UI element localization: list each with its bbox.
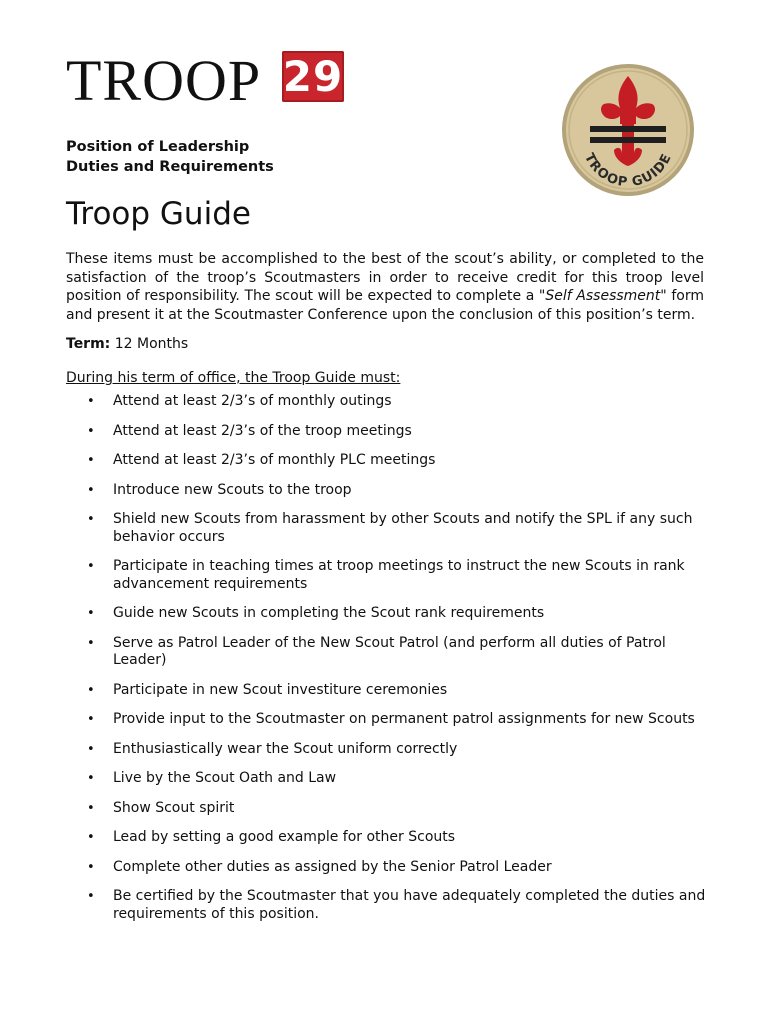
bullet-icon: • (87, 453, 95, 468)
duty-item (66, 711, 706, 729)
bullet-icon: • (87, 889, 95, 904)
bullet-icon: • (87, 512, 95, 527)
troop-number-patch: 29 (282, 52, 344, 101)
bullet-icon: • (87, 559, 95, 574)
term-line (66, 335, 188, 353)
duty-text: Participate in teaching times at troop meetings to instruct the new Scouts in rank advancement requirements (113, 558, 685, 592)
duties-heading: During his term of office, the Troop Guide must: (66, 370, 401, 386)
troop-guide-badge (560, 62, 696, 198)
duty-item (66, 888, 706, 923)
bullet-icon: • (87, 635, 95, 651)
intro-text-1: These items must be accomplished to the best of the scout’s ability, or completed to the satisfaction of the troop’s Scoutmasters in order to receive credit for this troop level position of responsibility. The scout will be expected to complete a (66, 251, 704, 304)
bullet-icon: • (87, 682, 95, 698)
duty-item (66, 452, 706, 470)
duty-text: Live by the Scout Oath and Law (113, 770, 337, 786)
bullet-icon: • (87, 606, 95, 621)
duty-item (66, 511, 706, 546)
badge-label: TROOP GUIDE (581, 151, 675, 191)
bullet-icon: • (87, 741, 95, 757)
duty-text: Show Scout spirit (113, 799, 235, 816)
bullet-icon: • (87, 394, 95, 409)
subtitle (66, 137, 274, 177)
term-label: Term: (66, 336, 111, 352)
duty-item (66, 423, 706, 441)
duty-item (66, 741, 706, 759)
duty-item (66, 682, 706, 700)
duty-item (66, 859, 706, 877)
term-value: 12 Months (114, 336, 189, 352)
duty-item (66, 829, 706, 847)
duty-text: Introduce new Scouts to the troop (113, 481, 352, 498)
duty-text: Attend at least 2/3’s of monthly outings (113, 393, 392, 409)
bullet-icon: • (87, 800, 95, 816)
duty-text: Complete other duties as assigned by the Senior Patrol Leader (113, 858, 552, 875)
duty-item (66, 770, 706, 788)
intro-paragraph (66, 250, 704, 324)
subtitle-line-2: Duties and Requirements (66, 159, 274, 175)
bullet-icon: • (87, 482, 95, 498)
duty-text: Guide new Scouts in completing the Scout rank requirements (113, 605, 545, 621)
document-title: Troop Guide (66, 196, 251, 232)
duty-item (66, 482, 706, 500)
duty-item (66, 635, 706, 670)
bullet-icon: • (87, 712, 95, 727)
duty-text: Attend at least 2/3’s of the troop meetings (113, 422, 412, 439)
duty-text: Lead by setting a good example for other Scouts (113, 829, 456, 845)
duties-list (66, 393, 706, 935)
bullet-icon: • (87, 771, 95, 786)
subtitle-line-1: Position of Leadership (66, 139, 250, 155)
duty-text: Provide input to the Scoutmaster on permanent patrol assignments for new Scouts (113, 711, 695, 727)
duty-text: Participate in new Scout investiture ceremonies (113, 681, 448, 698)
intro-emphasis: "Self Assessment" (538, 288, 667, 304)
bullet-icon: • (87, 830, 95, 845)
duty-item (66, 558, 706, 593)
duty-text: Serve as Patrol Leader of the New Scout Patrol (and perform all duties of Patrol Leader) (113, 634, 666, 668)
duty-item (66, 605, 706, 623)
bullet-icon: • (87, 859, 95, 875)
duty-item (66, 800, 706, 818)
duty-text: Enthusiastically wear the Scout uniform correctly (113, 740, 458, 757)
duty-text: Attend at least 2/3’s of monthly PLC meetings (113, 452, 436, 468)
duty-text: Shield new Scouts from harassment by other Scouts and notify the SPL if any such behavior occurs (113, 511, 693, 545)
bullet-icon: • (87, 423, 95, 439)
duty-text: Be certified by the Scoutmaster that you have adequately completed the duties and requirements of this position. (113, 888, 706, 922)
intro-text-2: form and present it at the Scoutmaster Conference upon the conclusion of this position’s term. (66, 288, 704, 323)
duty-item (66, 393, 706, 411)
header-title: TROOP (66, 48, 262, 113)
